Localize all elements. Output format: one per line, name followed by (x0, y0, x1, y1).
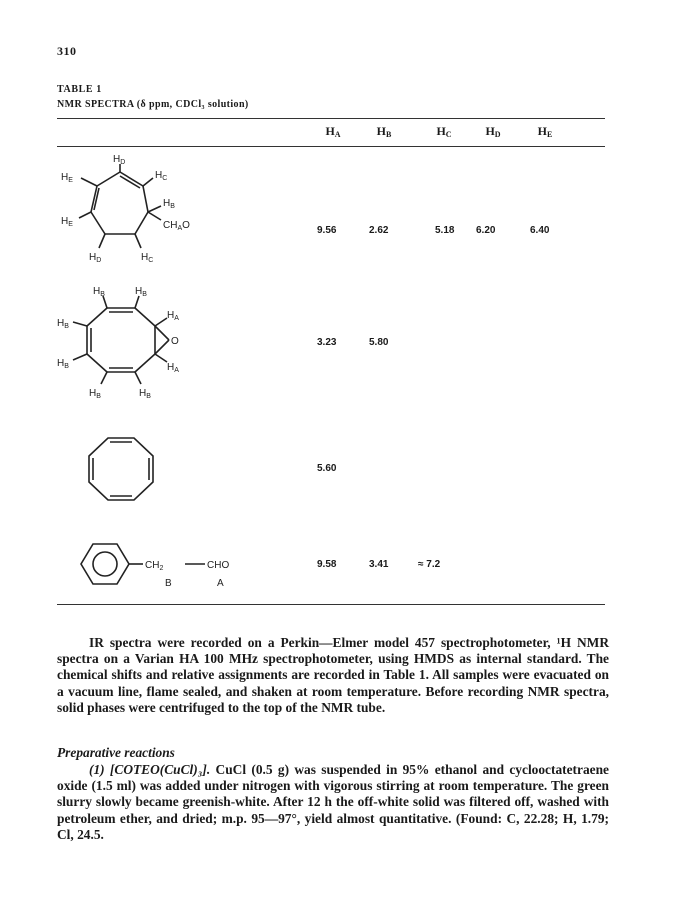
label-he-left: $H_E$ (61, 216, 73, 228)
column-header-ha: $H_A$ (325, 124, 341, 139)
label-oxygen: O (171, 336, 179, 347)
paragraph-ir-nmr: IR spectra were recorded on a Perkin—Elmer model 457 spectrophotometer, ¹H NMR spectra on a Varian HA 100 MHz spectrophotometer, using HMDS as internal standard. The chemical shifts and relative assignments are recorded in Table 1. All samples were evacuated on a vacuum line, flame sealed, and shaken at room temperature. Before recording NMR spectra, solid phases were centrifuged to the top of the NMR tube. (57, 635, 609, 715)
label-ha-1: $H_A$ (167, 310, 179, 322)
label-hd-top: $H_D$ (113, 154, 126, 166)
structure-cycloheptatriene-aldehyde (57, 150, 257, 270)
column-header-hd: $H_D$ (485, 124, 501, 139)
paragraph-body: CuCl (0.5 g) was suspended in 95% ethanol and cyclooctatetraene oxide (1.5 ml) was added under nitrogen with vigorous stirring at room temperature. The green slurry slowly became greenish-white. After 12 h the off-white solid was filtered off, washed with petroleum ether, and dried; m.p. 95—97°, yield almost quantitative. (Found: C, 22.28; H, 1.79; Cl, 24.5. (57, 762, 609, 842)
row2-ha-value: 3.23 (317, 337, 337, 348)
row4-ha-value: 9.58 (317, 559, 337, 570)
label-hb-1: $H_B$ (93, 286, 105, 298)
table-caption: TABLE 1 (57, 84, 102, 95)
label-hb-2: $H_B$ (135, 286, 147, 298)
label-hb-4: $H_B$ (57, 358, 69, 370)
section-heading: Preparative reactions (57, 745, 175, 760)
table-bottom-rule (57, 604, 605, 605)
page-number: 310 (57, 44, 77, 58)
column-header-hc: $H_C$ (436, 124, 452, 139)
row1-hd-value: 6.20 (476, 225, 496, 236)
table-title: NMR SPECTRA (δ ppm, CDCl₃ solution) (57, 99, 249, 110)
label-hb-5: $H_B$ (89, 388, 101, 400)
row4-hc-value: ≈ 7.2 (418, 559, 441, 570)
structure-cyclooctatetraene-oxide (57, 282, 257, 407)
structure-cyclooctatetraene (57, 428, 257, 513)
row1-ha-value: 9.56 (317, 225, 337, 236)
structure-phenylacetaldehyde (57, 534, 277, 594)
paragraph-preparation-1 (57, 762, 609, 843)
label-ch2: $CH_2$ (145, 560, 164, 572)
row4-hb-value: 3.41 (369, 559, 389, 570)
column-header-hb: $H_B$ (376, 124, 392, 139)
label-hb-6: $H_B$ (139, 388, 151, 400)
label-hb: $H_B$ (163, 198, 175, 210)
label-a: A (217, 578, 224, 589)
label-hc-bottom: $H_C$ (141, 252, 154, 264)
column-header-he: $H_E$ (537, 124, 553, 139)
table-top-rule (57, 118, 605, 119)
label-ha-2: $H_A$ (167, 362, 179, 374)
table-header-rule (57, 146, 605, 147)
row1-hc-value: 5.18 (435, 225, 455, 236)
row3-ha-value: 5.60 (317, 463, 337, 474)
label-hb-3: $H_B$ (57, 318, 69, 330)
row1-hb-value: 2.62 (369, 225, 389, 236)
row1-he-value: 6.40 (530, 225, 550, 236)
label-cho: CHO (207, 560, 230, 571)
paragraph-label: (1) [COTEO(CuCl)₃]. (89, 762, 211, 777)
label-b: B (165, 578, 172, 589)
label-hd-bottom: $H_D$ (89, 252, 102, 264)
row2-hb-value: 5.80 (369, 337, 389, 348)
label-cho: $CH_AO$ (163, 220, 190, 232)
label-hc-top: $H_C$ (155, 170, 168, 182)
label-he-top: $H_E$ (61, 172, 73, 184)
